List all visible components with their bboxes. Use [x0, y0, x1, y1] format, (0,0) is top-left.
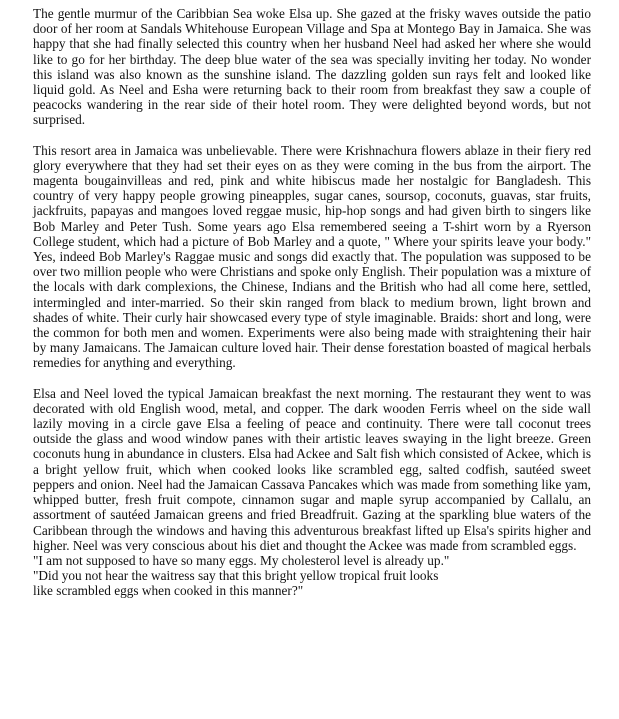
- dialogue-block: [33, 553, 591, 599]
- paragraph-2: This resort area in Jamaica was unbelievable. There were Krishnachura flowers ablaze in their fiery red glory everywhere that they had set their eyes on as they were coming in the bus from the airport. The magenta bougainvilleas and red, pink and white hibiscus made her nostalgic for Bangladesh. This country of very happy people growing pineapples, sugar canes, soursop, coconuts, guavas, star fruits, jackfruits, papayas and mangoes loved reggae music, hip-hop songs and had given birth to singers like Bob Marley and Peter Tush. Some years ago Elsa remembered seeing a T-shirt worn by a Ryerson College student, which had a picture of Bob Marley and a quote, " Where your spirits leave your body." Yes, indeed Bob Marley's Raggae music and songs did exactly that. The population was supposed to be over two million people who were Christians and spoke only English. Their population was a mixture of the locals with dark complexions, the Chinese, Indians and the British who had all come here, settled, intermingled and inter-married. So their skin ranged from black to medium brown, light brown and shades of white. Their curly hair showcased every type of style imaginable. Braids: short and long, were the common for both men and women. Experiments were also being made with straightening their hair by many Jamaicans. The Jamaican culture loved hair. Their dense forestation boasted of magical herbals remedies for anything and everything.: [33, 142, 591, 371]
- paragraph-3: Elsa and Neel loved the typical Jamaican breakfast the next morning. The restaurant they went to was decorated with old English wood, metal, and copper. The dark wooden Ferris wheel on the side wall lazily moving in a circle gave Elsa a feeling of peace and continuity. There were tall coconut trees outside the glass and wood window panes with their artistic leaves swaying in the light breeze. Green coconuts hung in abundance in clusters. Elsa had Ackee and Salt fish which consisted of Ackee, which is a bright yellow fruit, which when cooked looks like scrambled egg, salted codfish, sautéed sweet peppers and onion. Neel had the Jamaican Cassava Pancakes which was made from something like yam, whipped butter, fresh fruit compote, cinnamon sugar and maple syrup accompanied by Callalu, an assortment of sautéed Jamaican greens and fried Breadfruit. Gazing at the sparkling blue waters of the Caribbean through the windows and having this adventurous breakfast lifted up Elsa's spirits higher and higher. Neel was very conscious about his diet and thought the Ackee was made from scrambled eggs.: [33, 385, 591, 553]
- dialogue-line-1: "I am not supposed to have so many eggs. My cholesterol level is already up.": [33, 552, 450, 568]
- dialogue-line-2: "Did you not hear the waitress say that this bright yellow tropical fruit looks: [33, 568, 439, 584]
- dialogue-line-3: like scrambled eggs when cooked in this manner?": [33, 583, 304, 599]
- document-page: [33, 6, 591, 599]
- paragraph-1: The gentle murmur of the Caribbian Sea woke Elsa up. She gazed at the frisky waves outside the patio door of her room at Sandals Whitehouse European Village and Spa at Montego Bay in Jamaica. She was happy that she had finally selected this country when her husband Neel had asked her where she would like to go for her birthday. The deep blue water of the sea was specially inviting her today. No wonder this island was also known as the sunshine island. The dazzling golden sun rays felt and looked like liquid gold. As Neel and Esha were returning back to their room from breakfast they saw a couple of peacocks wandering in the rear side of their hotel room. They were delighted beyond words, but not surprised.: [33, 6, 591, 128]
